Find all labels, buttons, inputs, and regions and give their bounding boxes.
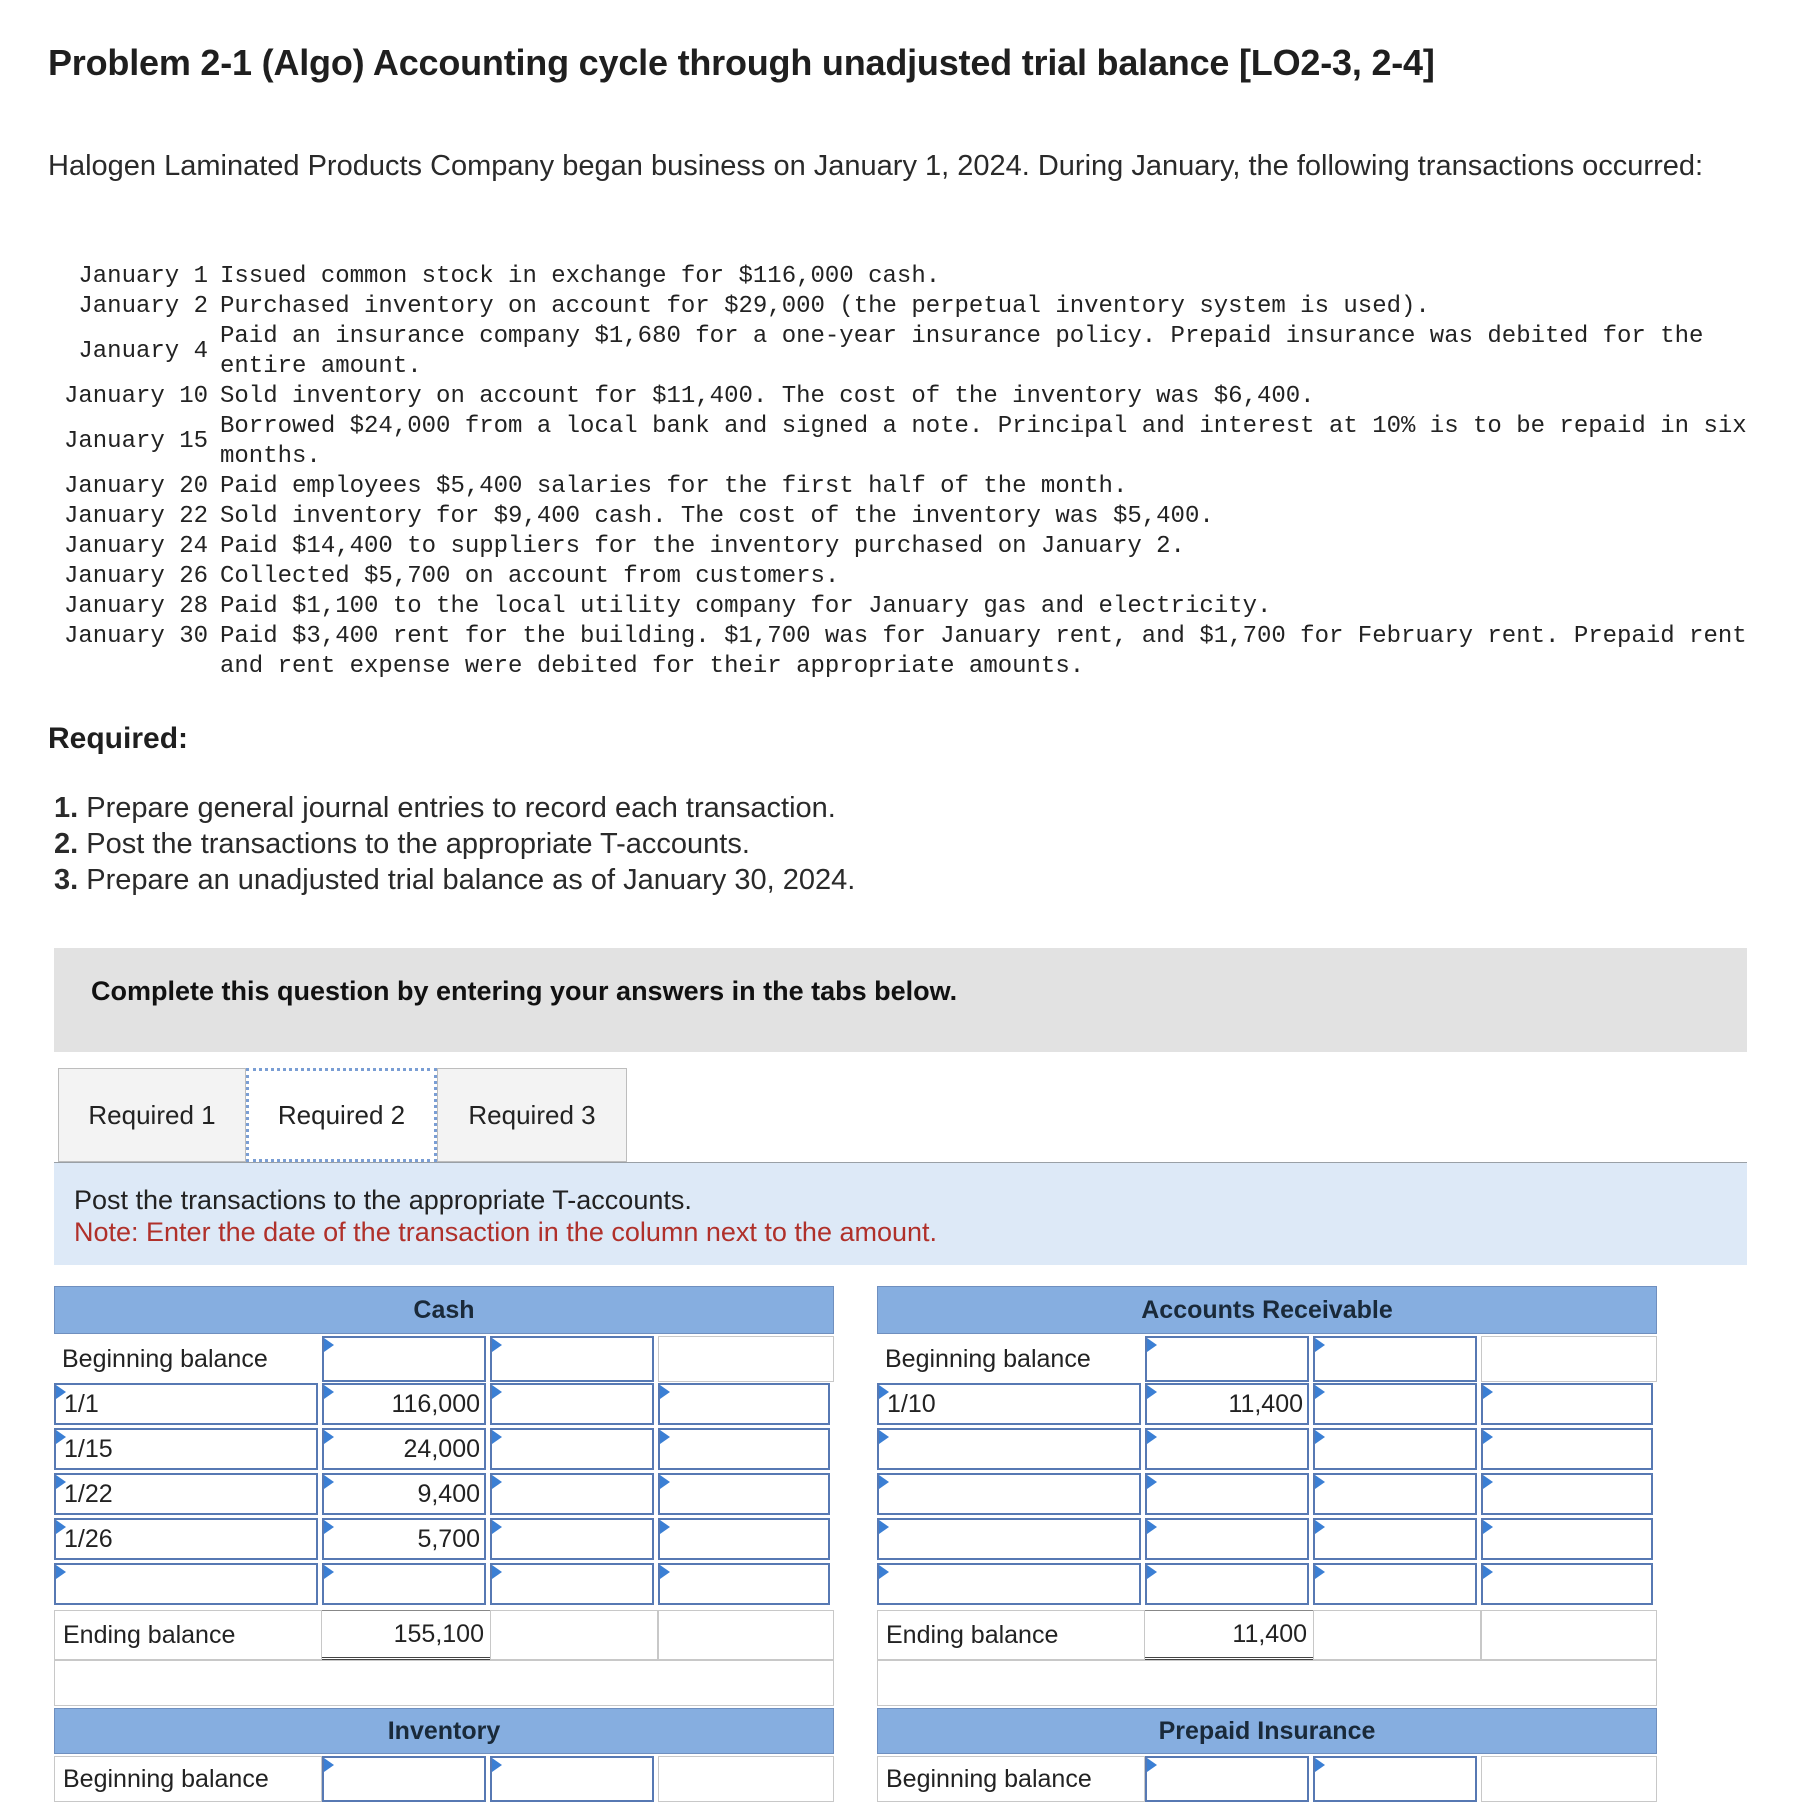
credit-label-cell — [1481, 1756, 1657, 1802]
dropdown-marker-icon — [1315, 1338, 1325, 1352]
transaction-date: January 26 — [63, 563, 208, 590]
transaction-row — [40, 322, 1780, 382]
beginning-balance-debit-input[interactable] — [322, 1756, 486, 1802]
transaction-row — [40, 532, 1780, 562]
debit-amount-input[interactable] — [1145, 1473, 1309, 1515]
dropdown-marker-icon — [1483, 1430, 1493, 1444]
required-item-text: Post the transactions to the appropriate T-accounts. — [86, 828, 750, 860]
intro-text: Halogen Laminated Products Company began business on January 1, 2024. During January, the following transactions occurred: — [48, 150, 1704, 182]
dropdown-marker-icon — [324, 1338, 334, 1352]
dropdown-marker-icon — [492, 1338, 502, 1352]
dropdown-marker-icon — [324, 1475, 334, 1489]
credit-amount-input[interactable] — [490, 1383, 654, 1425]
t-account-spacer-row — [54, 1660, 834, 1706]
transaction-date: January 30 — [63, 623, 208, 650]
credit-date-input[interactable] — [658, 1518, 830, 1560]
dropdown-marker-icon — [492, 1520, 502, 1534]
instruction-box — [54, 948, 1747, 1052]
dropdown-marker-icon — [1483, 1565, 1493, 1579]
credit-amount-input[interactable] — [1313, 1428, 1477, 1470]
ending-balance-credit — [1313, 1610, 1481, 1660]
dropdown-marker-icon — [1147, 1565, 1157, 1579]
required-item — [54, 862, 855, 898]
t-account-header: Cash — [54, 1286, 834, 1334]
dropdown-marker-icon — [1147, 1385, 1157, 1399]
debit-date-input[interactable]: 1/10 — [877, 1383, 1141, 1425]
credit-amount-input[interactable] — [490, 1428, 654, 1470]
transaction-date: January 10 — [63, 383, 208, 410]
credit-amount-input[interactable] — [1313, 1563, 1477, 1605]
required-item — [54, 790, 855, 826]
debit-amount-input[interactable]: 116,000 — [322, 1383, 486, 1425]
transaction-row — [40, 472, 1780, 502]
info-instruction: Post the transactions to the appropriate T-accounts. — [74, 1185, 692, 1215]
dropdown-marker-icon — [1315, 1520, 1325, 1534]
transaction-description: Sold inventory on account for $11,400. The cost of the inventory was $6,400. — [220, 383, 1315, 410]
t-account-header: Prepaid Insurance — [877, 1708, 1657, 1754]
transaction-row — [40, 412, 1780, 472]
instruction-text: Complete this question by entering your answers in the tabs below. — [91, 976, 958, 1006]
dropdown-marker-icon — [324, 1385, 334, 1399]
dropdown-marker-icon — [1315, 1758, 1325, 1772]
dropdown-marker-icon — [324, 1758, 334, 1772]
dropdown-marker-icon — [1147, 1475, 1157, 1489]
t-account-header: Inventory — [54, 1708, 834, 1754]
ending-balance-label: Ending balance — [877, 1610, 1145, 1660]
dropdown-marker-icon — [492, 1758, 502, 1772]
debit-date-input[interactable]: 1/22 — [54, 1473, 318, 1515]
dropdown-marker-icon — [1315, 1430, 1325, 1444]
required-item-number: 1. — [54, 792, 79, 824]
credit-date-input[interactable] — [1481, 1518, 1653, 1560]
required-item-text: Prepare an unadjusted trial balance as of January 30, 2024. — [86, 864, 856, 896]
debit-date-input[interactable] — [877, 1518, 1141, 1560]
dropdown-marker-icon — [324, 1520, 334, 1534]
required-item — [54, 826, 855, 862]
t-account-spacer-row — [877, 1660, 1657, 1706]
credit-date-input[interactable] — [1481, 1563, 1653, 1605]
dropdown-marker-icon — [492, 1475, 502, 1489]
beginning-balance-credit-input[interactable] — [490, 1756, 654, 1802]
credit-date-input[interactable] — [1481, 1383, 1653, 1425]
transaction-description: Paid employees $5,400 salaries for the first half of the month. — [220, 473, 1128, 500]
transaction-date: January 4 — [78, 338, 208, 365]
dropdown-marker-icon — [1147, 1758, 1157, 1772]
dropdown-marker-icon — [879, 1520, 889, 1534]
required-item-text: Prepare general journal entries to record each transaction. — [86, 792, 836, 824]
required-heading: Required: — [48, 722, 189, 755]
dropdown-marker-icon — [324, 1430, 334, 1444]
dropdown-marker-icon — [56, 1475, 66, 1489]
credit-label-cell — [1481, 1336, 1657, 1382]
beginning-balance-credit-input[interactable] — [1313, 1336, 1477, 1382]
ending-balance-spacer — [658, 1610, 834, 1660]
transaction-description: Paid an insurance company $1,680 for a one-year insurance policy. Prepaid insurance was debited for the entire amount. — [220, 323, 1704, 380]
transaction-row — [40, 292, 1780, 322]
debit-amount-input[interactable]: 11,400 — [1145, 1383, 1309, 1425]
dropdown-marker-icon — [879, 1565, 889, 1579]
transaction-date: January 15 — [63, 428, 208, 455]
credit-amount-input[interactable] — [490, 1563, 654, 1605]
page-title: Problem 2-1 (Algo) Accounting cycle through unadjusted trial balance [LO2-3, 2-4] — [48, 42, 1435, 83]
tab-required-1[interactable]: Required 1 — [58, 1068, 246, 1162]
transaction-row — [40, 592, 1780, 622]
debit-amount-input[interactable]: 9,400 — [322, 1473, 486, 1515]
dropdown-marker-icon — [1483, 1385, 1493, 1399]
transaction-description: Borrowed $24,000 from a local bank and signed a note. Principal and interest at 10% is to be repaid in six months. — [220, 413, 1747, 470]
beginning-balance-credit-input[interactable] — [490, 1336, 654, 1382]
credit-date-input[interactable] — [658, 1563, 830, 1605]
dropdown-marker-icon — [56, 1385, 66, 1399]
credit-date-input[interactable] — [658, 1428, 830, 1470]
dropdown-marker-icon — [56, 1430, 66, 1444]
dropdown-marker-icon — [1483, 1475, 1493, 1489]
debit-date-input[interactable] — [877, 1428, 1141, 1470]
dropdown-marker-icon — [1315, 1385, 1325, 1399]
dropdown-marker-icon — [1315, 1475, 1325, 1489]
transaction-row — [40, 382, 1780, 412]
info-note: Note: Enter the date of the transaction in the column next to the amount. — [74, 1217, 938, 1247]
transaction-row — [40, 502, 1780, 532]
ending-balance-value: 11,400 — [1145, 1610, 1313, 1660]
dropdown-marker-icon — [879, 1475, 889, 1489]
dropdown-marker-icon — [492, 1565, 502, 1579]
required-list — [54, 790, 855, 898]
debit-date-input[interactable]: 1/15 — [54, 1428, 318, 1470]
debit-amount-input[interactable] — [322, 1563, 486, 1605]
beginning-balance-label: Beginning balance — [54, 1756, 322, 1802]
ending-balance-value: 155,100 — [322, 1610, 490, 1660]
credit-label-cell — [658, 1336, 834, 1382]
t-account-header: Accounts Receivable — [877, 1286, 1657, 1334]
credit-label-cell — [658, 1756, 834, 1802]
transaction-date: January 22 — [63, 503, 208, 530]
required-item-number: 2. — [54, 828, 79, 860]
transaction-date: January 28 — [63, 593, 208, 620]
transaction-list — [40, 262, 1780, 682]
dropdown-marker-icon — [660, 1430, 670, 1444]
transaction-description: Paid $3,400 rent for the building. $1,700 was for January rent, and $1,700 for February rent. Prepaid rent and rent expense were debited for their appropriate amounts. — [220, 623, 1747, 680]
credit-amount-input[interactable] — [1313, 1518, 1477, 1560]
dropdown-marker-icon — [660, 1565, 670, 1579]
debit-amount-input[interactable] — [1145, 1563, 1309, 1605]
transaction-description: Sold inventory for $9,400 cash. The cost of the inventory was $5,400. — [220, 503, 1214, 530]
transaction-description: Purchased inventory on account for $29,000 (the perpetual inventory system is used). — [220, 293, 1430, 320]
transaction-date: January 1 — [78, 263, 208, 290]
debit-amount-input[interactable]: 24,000 — [322, 1428, 486, 1470]
transaction-description: Issued common stock in exchange for $116,000 cash. — [220, 263, 941, 290]
transaction-description: Paid $1,100 to the local utility company for January gas and electricity. — [220, 593, 1272, 620]
transaction-description: Paid $14,400 to suppliers for the inventory purchased on January 2. — [220, 533, 1185, 560]
dropdown-marker-icon — [1315, 1565, 1325, 1579]
dropdown-marker-icon — [1483, 1520, 1493, 1534]
tab-required-2[interactable]: Required 2 — [246, 1068, 437, 1162]
credit-date-input[interactable] — [1481, 1473, 1653, 1515]
credit-amount-input[interactable] — [1313, 1383, 1477, 1425]
beginning-balance-label: Beginning balance — [877, 1756, 1145, 1802]
credit-amount-input[interactable] — [490, 1473, 654, 1515]
beginning-balance-debit-input[interactable] — [1145, 1336, 1309, 1382]
ending-balance-label: Ending balance — [54, 1610, 322, 1660]
debit-amount-input[interactable]: 5,700 — [322, 1518, 486, 1560]
dropdown-marker-icon — [660, 1385, 670, 1399]
transaction-row — [40, 562, 1780, 592]
dropdown-marker-icon — [324, 1565, 334, 1579]
credit-date-input[interactable] — [658, 1383, 830, 1425]
required-item-number: 3. — [54, 864, 79, 896]
info-panel — [54, 1163, 1747, 1265]
dropdown-marker-icon — [1147, 1520, 1157, 1534]
beginning-balance-debit-input[interactable] — [322, 1336, 486, 1382]
credit-date-input[interactable] — [1481, 1428, 1653, 1470]
debit-date-input[interactable]: 1/1 — [54, 1383, 318, 1425]
ending-balance-spacer — [1481, 1610, 1657, 1660]
transaction-row — [40, 622, 1780, 682]
debit-date-input[interactable]: 1/26 — [54, 1518, 318, 1560]
dropdown-marker-icon — [56, 1565, 66, 1579]
ending-balance-credit — [490, 1610, 658, 1660]
debit-date-input[interactable] — [877, 1563, 1141, 1605]
dropdown-marker-icon — [492, 1385, 502, 1399]
dropdown-marker-icon — [879, 1385, 889, 1399]
transaction-row — [40, 262, 1780, 292]
transaction-date: January 20 — [63, 473, 208, 500]
transaction-date: January 2 — [78, 293, 208, 320]
dropdown-marker-icon — [1147, 1338, 1157, 1352]
beginning-balance-debit-input[interactable] — [1145, 1756, 1309, 1802]
dropdown-marker-icon — [56, 1520, 66, 1534]
beginning-balance-label: Beginning balance — [62, 1344, 268, 1373]
transaction-date: January 24 — [63, 533, 208, 560]
debit-amount-input[interactable] — [1145, 1518, 1309, 1560]
debit-date-input[interactable] — [877, 1473, 1141, 1515]
credit-date-input[interactable] — [658, 1473, 830, 1515]
dropdown-marker-icon — [1147, 1430, 1157, 1444]
dropdown-marker-icon — [879, 1430, 889, 1444]
dropdown-marker-icon — [492, 1430, 502, 1444]
credit-amount-input[interactable] — [490, 1518, 654, 1560]
credit-amount-input[interactable] — [1313, 1473, 1477, 1515]
debit-date-input[interactable] — [54, 1563, 318, 1605]
dropdown-marker-icon — [660, 1475, 670, 1489]
tab-required-3[interactable]: Required 3 — [437, 1068, 627, 1162]
beginning-balance-label: Beginning balance — [885, 1344, 1091, 1373]
dropdown-marker-icon — [660, 1520, 670, 1534]
debit-amount-input[interactable] — [1145, 1428, 1309, 1470]
beginning-balance-credit-input[interactable] — [1313, 1756, 1477, 1802]
transaction-description: Collected $5,700 on account from customers. — [220, 563, 840, 590]
